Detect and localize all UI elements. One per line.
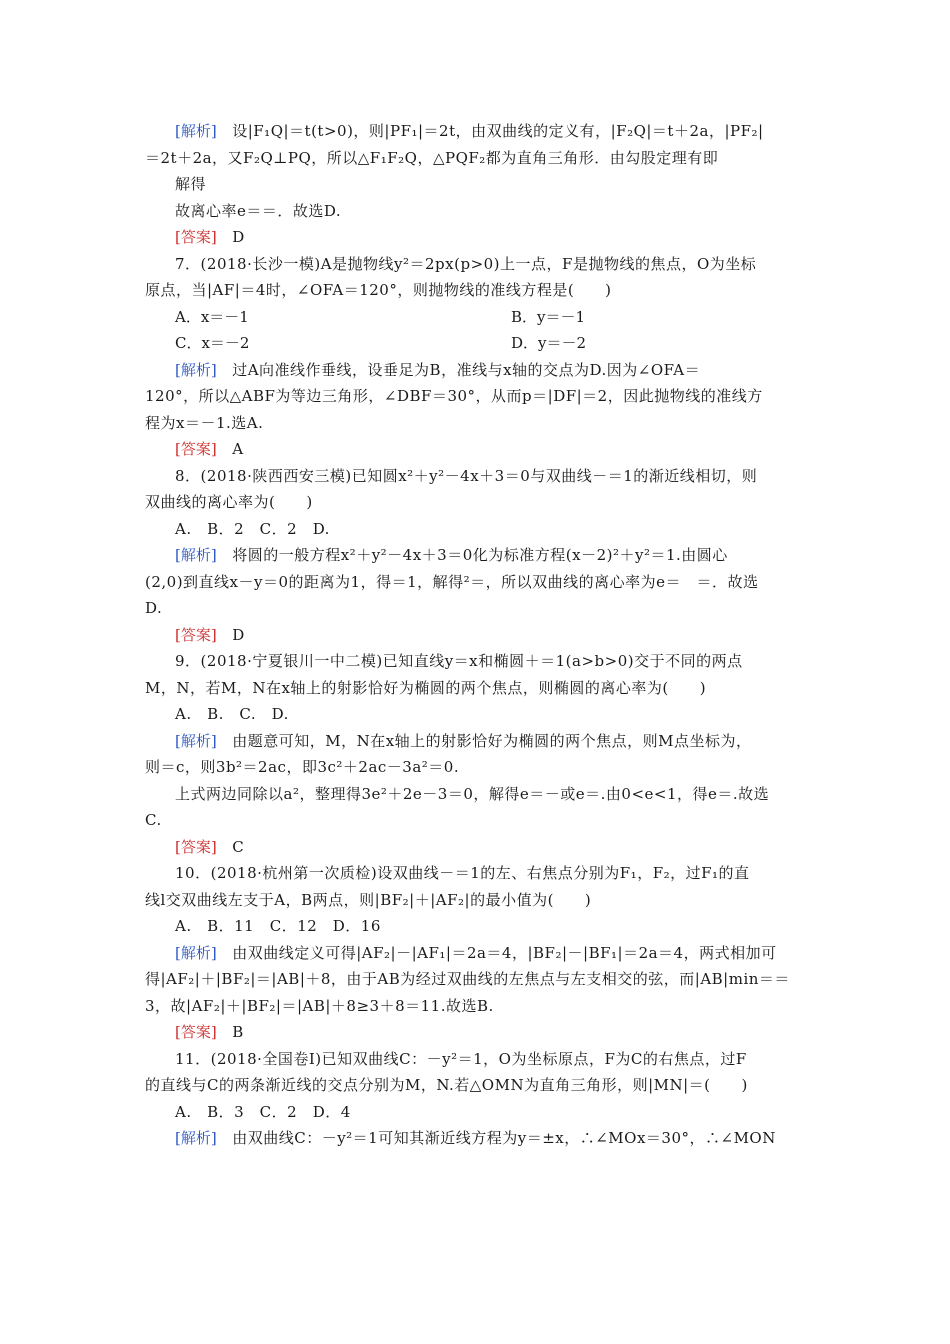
- line-text: B: [216, 1023, 244, 1041]
- analysis-tag: [解析]: [175, 122, 217, 140]
- line-text: 上式两边同除以a²，整理得3e²＋2e－3＝0，解得e＝－或e＝.由0<e<1，得e＝.故选: [175, 784, 770, 803]
- line-text: 则＝c，则3b²＝2ac，即3c²＋2ac－3a²＝0.: [145, 758, 460, 776]
- answer-line: [145, 834, 811, 861]
- line-text: 7．(2018·长沙一模)A是抛物线y²＝2px(p>0)上一点，F是抛物线的焦点，O为坐标: [175, 254, 757, 273]
- analysis-line: [145, 1125, 811, 1152]
- text-line: [145, 966, 811, 993]
- analysis-tag: [解析]: [175, 360, 217, 379]
- text-line: [145, 383, 811, 410]
- text-line: [145, 860, 811, 887]
- line-text: 线l交双曲线左支于A，B两点，则|BF₂|＋|AF₂|的最小值为( ): [145, 890, 592, 909]
- document-page: [145, 118, 811, 1152]
- text-line: [145, 410, 811, 437]
- option-text: C．x＝－2: [175, 334, 250, 352]
- text-line: [145, 277, 811, 304]
- analysis-line: [145, 542, 811, 569]
- analysis-tag: [解析]: [175, 731, 217, 750]
- line-text: ＝2t＋2a，又F₂Q⊥PQ，所以△F₁F₂Q，△PQF₂都为直角三角形．由勾股定理有即: [145, 148, 719, 167]
- text-line: [145, 807, 811, 834]
- text-line: [145, 198, 811, 225]
- line-text: 由双曲线定义可得|AF₂|－|AF₁|＝2a＝4，|BF₂|－|BF₁|＝2a＝4，两式相加可: [216, 943, 777, 962]
- text-line: [145, 675, 811, 702]
- line-text: 8．(2018·陕西西安三模)已知圆x²＋y²－4x＋3＝0与双曲线－＝1的渐近线相切，则: [175, 466, 758, 485]
- text-line: [145, 1072, 811, 1099]
- text-line: [145, 913, 811, 940]
- option-text: B．y＝－1: [511, 307, 586, 326]
- line-text: C.: [145, 811, 162, 829]
- line-text: A. B．11 C．12 D．16: [175, 917, 381, 935]
- line-text: 120°，所以△ABF为等边三角形，∠DBF＝30°，从而p＝|DF|＝2，因此抛物线的准线方: [145, 387, 763, 405]
- line-text: 11．(2018·全国卷Ⅰ)已知双曲线C：－y²＝1，O为坐标原点，F为C的右焦点，过F: [175, 1049, 747, 1068]
- line-text: 由双曲线C：－y²＝1可知其渐近线方程为y＝±x，∴∠MOx＝30°，∴∠MON: [216, 1129, 776, 1147]
- answer-line: [145, 622, 811, 649]
- text-line: [145, 648, 811, 675]
- answer-tag: [答案]: [175, 625, 217, 644]
- text-line: [145, 701, 811, 728]
- line-text: A. B．3 C．2 D．4: [175, 1102, 351, 1121]
- line-text: 故离心率e＝＝．故选D.: [175, 201, 342, 220]
- option-text: D．y＝－2: [511, 334, 587, 352]
- line-text: D: [216, 625, 245, 644]
- text-line: [145, 251, 811, 278]
- text-line: [145, 145, 811, 172]
- answer-line: [145, 1019, 811, 1046]
- text-line: [145, 489, 811, 516]
- text-line: [145, 516, 811, 543]
- line-text: 得|AF₂|＋|BF₂|＝|AB|＋8，由于AB为经过双曲线的左焦点与左支相交的弦，而|AB|min＝＝: [145, 970, 790, 988]
- line-text: 10．(2018·杭州第一次质检)设双曲线－＝1的左、右焦点分别为F₁，F₂，过F₁的直: [175, 864, 750, 882]
- line-text: 9．(2018·宁夏银川一中二模)已知直线y＝x和椭圆＋＝1(a>b>0)交于不同的两点: [175, 652, 743, 670]
- line-text: 双曲线的离心率为( ): [145, 493, 313, 511]
- line-text: 程为x＝－1.选A.: [145, 413, 264, 432]
- analysis-line: [145, 940, 811, 967]
- answer-tag: [答案]: [175, 1023, 217, 1041]
- line-text: D: [216, 228, 245, 246]
- answer-tag: [答案]: [175, 440, 217, 458]
- line-text: C: [216, 837, 245, 856]
- text-line: [145, 993, 811, 1020]
- line-text: M，N，若M，N在x轴上的射影恰好为椭圆的两个焦点，则椭圆的离心率为( ): [145, 678, 707, 697]
- line-text: 的直线与C的两条渐近线的交点分别为M，N.若△OMN为直角三角形，则|MN|＝( ): [145, 1076, 748, 1094]
- line-text: 3，故|AF₂|＋|BF₂|＝|AB|＋8≥3＋8＝11.故选B.: [145, 996, 494, 1015]
- text-line: [145, 569, 811, 596]
- answer-tag: [答案]: [175, 837, 217, 856]
- line-text: A: [216, 440, 244, 458]
- text-line: [145, 463, 811, 490]
- line-text: A. B．2 C．2 D.: [175, 519, 330, 538]
- analysis-tag: [解析]: [175, 943, 217, 962]
- answer-line: [145, 436, 811, 463]
- text-line: [145, 887, 811, 914]
- answer-line: [145, 224, 811, 251]
- line-text: 原点，当|AF|＝4时，∠OFA＝120°，则抛物线的准线方程是( ): [145, 281, 612, 299]
- line-text: (2,0)到直线x－y＝0的距离为1，得＝1，解得²＝，所以双曲线的离心率为e＝ ＝．故选: [145, 572, 759, 591]
- text-line: [145, 1099, 811, 1126]
- line-text: D.: [145, 599, 163, 617]
- line-text: 过A向准线作垂线，设垂足为B，准线与x轴的交点为D.因为∠OFA＝: [216, 360, 701, 379]
- answer-tag: [答案]: [175, 228, 217, 246]
- analysis-tag: [解析]: [175, 1129, 217, 1147]
- analysis-line: [145, 118, 811, 145]
- line-text: 设|F₁Q|＝t(t>0)，则|PF₁|＝2t，由双曲线的定义有，|F₂Q|＝t＋2a，|PF₂|: [216, 122, 764, 140]
- text-line: [145, 1046, 811, 1073]
- line-text: 将圆的一般方程x²＋y²－4x＋3＝0化为标准方程(x－2)²＋y²＝1.由圆心: [216, 546, 728, 564]
- line-text: A. B. C. D.: [175, 705, 289, 723]
- analysis-line: [145, 357, 811, 384]
- text-line: [145, 595, 811, 622]
- line-text: 由题意可知，M，N在x轴上的射影恰好为椭圆的两个焦点，则M点坐标为，: [216, 731, 752, 750]
- line-text: 解得: [175, 175, 207, 193]
- text-line: [145, 171, 811, 198]
- text-line: [145, 754, 811, 781]
- option-text: A．x＝－1: [175, 307, 249, 326]
- option-row: [145, 330, 811, 357]
- option-row: [145, 304, 811, 331]
- text-line: [145, 781, 811, 808]
- analysis-tag: [解析]: [175, 546, 217, 564]
- analysis-line: [145, 728, 811, 755]
